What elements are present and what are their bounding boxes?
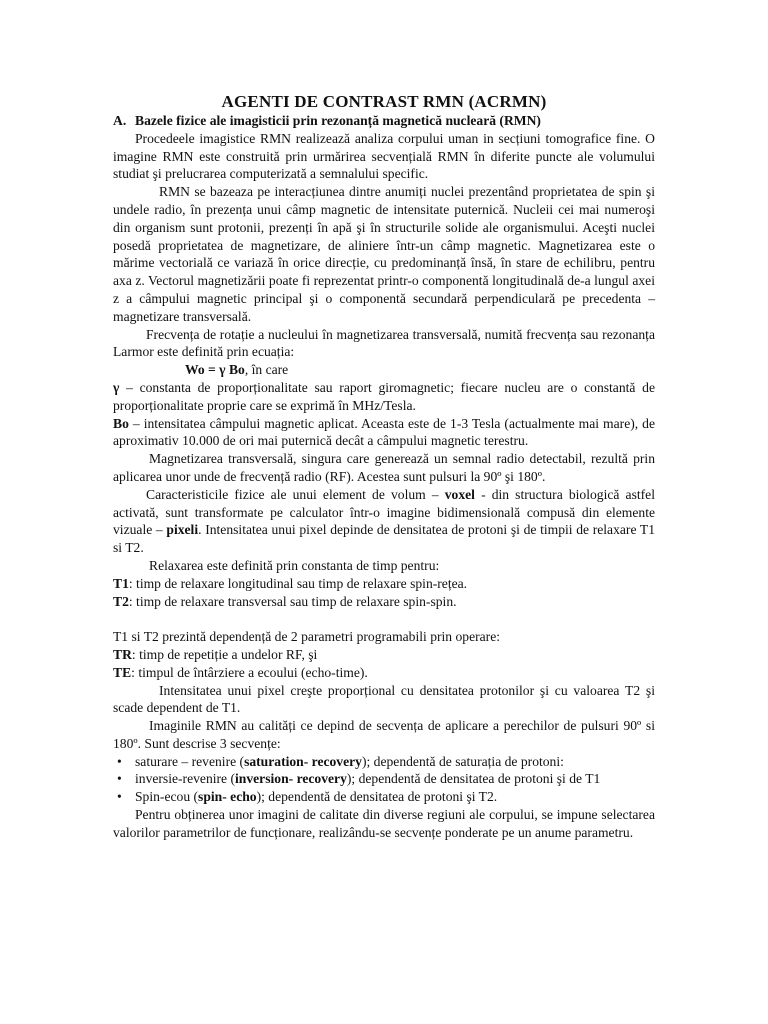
t2-term: T2	[113, 593, 129, 609]
paragraph-parameters: T1 si T2 prezintă dependență de 2 parametri programabili prin operare:	[113, 629, 501, 645]
paragraph-intensity: Intensitatea unui pixel creşte proporțional cu densitatea protonilor şi cu valoarea T2 şi scade dependent de T1.	[113, 682, 655, 716]
tr-definition	[113, 646, 655, 664]
paragraph-relaxation: Relaxarea este definită prin constanta de timp pentru:	[149, 557, 440, 573]
te-definition	[113, 664, 655, 682]
bo-definition	[113, 415, 655, 451]
paragraph-conclusion: Pentru obținerea unor imagini de calitate din diverse regiuni ale corpului, se impune selectarea valorilor parametrilor de funcționare, realizându-se secvențe ponderate pe un anume parametru.	[113, 807, 655, 840]
t2-text: : timp de relaxare transversal sau timp de relaxare spin-spin.	[128, 593, 457, 609]
t2-definition	[113, 593, 655, 611]
document-title: AGENTI DE CONTRAST RMN (ACRMN)	[221, 92, 547, 111]
list-item-term: saturation- recovery	[244, 753, 362, 769]
gamma-text: – constanta de proporționalitate sau raport giromagnetic; fiecare nucleu are o constantă de proporționalitate proprie care se exprimă în MHz/Tesla.	[113, 379, 655, 413]
equation-suffix: , în care	[244, 362, 289, 378]
list-item	[113, 753, 655, 771]
bullet-icon: •	[117, 789, 122, 805]
bo-text: – intensitatea câmpului magnetic aplicat. Aceasta este de 1-3 Tesla (actualmente mai mare), de aproximativ 10.000 de ori mai puternică decât a câmpului magnetic terestru.	[113, 415, 655, 449]
t1-definition	[113, 575, 655, 593]
sequence-list	[113, 753, 655, 806]
paragraph-sequences: Imaginile RMN au calități ce depind de secvența de aplicare a perechilor de pulsuri 90º si 180º. Sunt descrise 3 secvențe:	[113, 718, 655, 751]
t1-text: : timp de relaxare longitudinal sau timp de relaxare spin-rețea.	[128, 575, 468, 591]
voxel-term: voxel	[444, 486, 475, 502]
bullet-icon: •	[117, 753, 122, 769]
equation-formula: Wo = γ Bo	[185, 362, 245, 378]
list-item-text-post: ); dependentă de saturația de protoni:	[361, 753, 564, 769]
te-text: : timpul de întârziere a ecoului (echo-time).	[131, 664, 368, 680]
list-item	[113, 788, 655, 806]
bo-term: Bo	[113, 415, 129, 431]
paragraph-voxel	[113, 486, 655, 557]
list-item	[113, 770, 655, 788]
list-item-text-pre: saturare – revenire (	[135, 753, 245, 769]
list-item-term: inversion- recovery	[235, 771, 347, 787]
larmor-equation	[113, 361, 655, 379]
spacer	[113, 610, 655, 628]
list-item-text-post: ); dependentă de densitatea de protoni şi T2.	[256, 789, 498, 805]
section-title: Bazele fizice ale imagisticii prin rezonanță magnetică nucleară (RMN)	[135, 113, 541, 128]
te-term: TE	[113, 664, 132, 680]
tr-text: : timp de repetiție a undelor RF, şi	[131, 646, 318, 662]
voxel-text-b: - din structura biologică astfel activată, sunt transformate pe calculator într-o imagine bidimensională compusă din elemente vizuale –	[113, 486, 655, 538]
voxel-text-a: Caracteristicile fizice ale unui element de volum –	[146, 486, 445, 502]
list-item-term: spin- echo	[198, 789, 257, 805]
section-heading	[113, 112, 655, 130]
document-body	[113, 92, 655, 842]
paragraph-larmor: Frecvența de rotație a nucleului în magnetizarea transversală, numită frecvența sau rezonanța Larmor este definită prin ecuația:	[113, 326, 655, 360]
voxel-text-c: . Intensitatea unui pixel depinde de densitatea de protoni şi de timpii de relaxare T1 si T2.	[113, 522, 656, 556]
tr-term: TR	[113, 646, 132, 662]
t1-term: T1	[113, 575, 129, 591]
pixeli-term: pixeli	[166, 522, 199, 538]
bullet-icon: •	[117, 771, 122, 787]
gamma-definition	[113, 379, 655, 415]
list-item-text-pre: inversie-revenire (	[135, 771, 236, 787]
list-item-text-pre: Spin-ecou (	[135, 789, 199, 805]
section-label: A.	[113, 113, 127, 128]
paragraph-transverse: Magnetizarea transversală, singura care generează un semnal radio detectabil, rezultă prin aplicarea unor unde de frecvență radio (RF). Acestea sunt pulsuri la 90º şi 180º.	[113, 451, 655, 484]
gamma-term: γ	[113, 379, 120, 395]
list-item-text-post: ); dependentă de densitatea de protoni şi de T1	[346, 771, 601, 787]
paragraph-rmn-basis: RMN se bazeaza pe interacțiunea dintre anumiți nuclei prezentând proprietatea de spin şi undele radio, în prezența unui câmp magnetic de intensitate puternică. Nucleii cei mai numeroşi din organism sunt protonii, prezenți în apă şi în structurile solide ale organismului. Aceşti nuclei posedă proprietatea de magnetizare, de aliniere într-un câmp magnetic. Magnetizarea este o mărime vectorială ce variază în orice direcție, cu predominanță însă, în stare de echilibru, pentru axa z. Vectorul magnetizării poate fi reprezentat printr-o componentă longitudinală de-a lungul axei z a câmpului magnetic principal şi o componentă secundară perpendiculară pe precedenta – magnetizare transversală.	[113, 184, 655, 324]
paragraph-intro: Procedeele imagistice RMN realizează analiza corpului uman in secțiuni tomografice fine. O imagine RMN este construită prin urmărirea secvențială RMN în diferite puncte ale volumului studiat şi prelucrarea computerizată a semnalului specific.	[113, 130, 655, 182]
